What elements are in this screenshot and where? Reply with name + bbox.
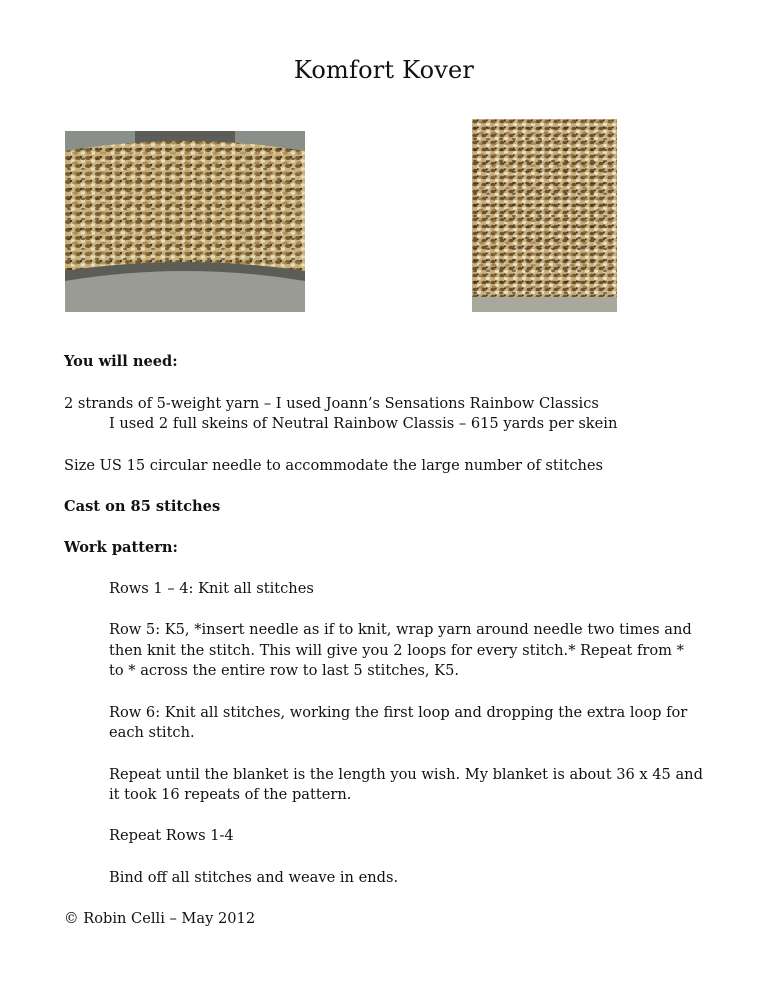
row5-line-1: Row 5: K5, *insert needle as if to knit, wrap yarn around needle two times and [109,621,692,638]
row5-line-2: then knit the stitch. This will give you 2 loops for every stitch.* Repeat from * [109,642,684,659]
row5-line-3: to * across the entire row to last 5 stitches, K5. [109,662,459,679]
row6-line-1: Row 6: Knit all stitches, working the first loop and dropping the extra loop for [109,704,688,721]
yarn-detail-line: I used 2 full skeins of Neutral Rainbow Classis – 615 yards per skein [109,415,618,432]
page-title: Komfort Kover [293,56,475,84]
needle-line: Size US 15 circular needle to accommodate the large number of stitches [64,457,604,474]
copyright-line: © Robin Celli – May 2012 [64,910,256,927]
blanket-photo-left [65,131,305,312]
rows-1-4-line: Rows 1 – 4: Knit all stitches [109,580,314,597]
repeat-line-1: Repeat until the blanket is the length you wish. My blanket is about 36 x 45 and [109,766,703,783]
work-pattern-heading: Work pattern: [64,539,178,556]
yarn-line: 2 strands of 5-weight yarn – I used Joann’s Sensations Rainbow Classics [64,395,599,412]
bind-off-line: Bind off all stitches and weave in ends. [109,869,399,886]
repeat-line-2: it took 16 repeats of the pattern. [109,786,352,803]
blanket-photo-right [472,119,617,312]
row6-line-2: each stitch. [109,724,195,741]
cast-on-heading: Cast on 85 stitches [64,498,221,515]
you-will-need-heading: You will need: [64,353,178,370]
repeat-rows-line: Repeat Rows 1-4 [109,827,234,844]
